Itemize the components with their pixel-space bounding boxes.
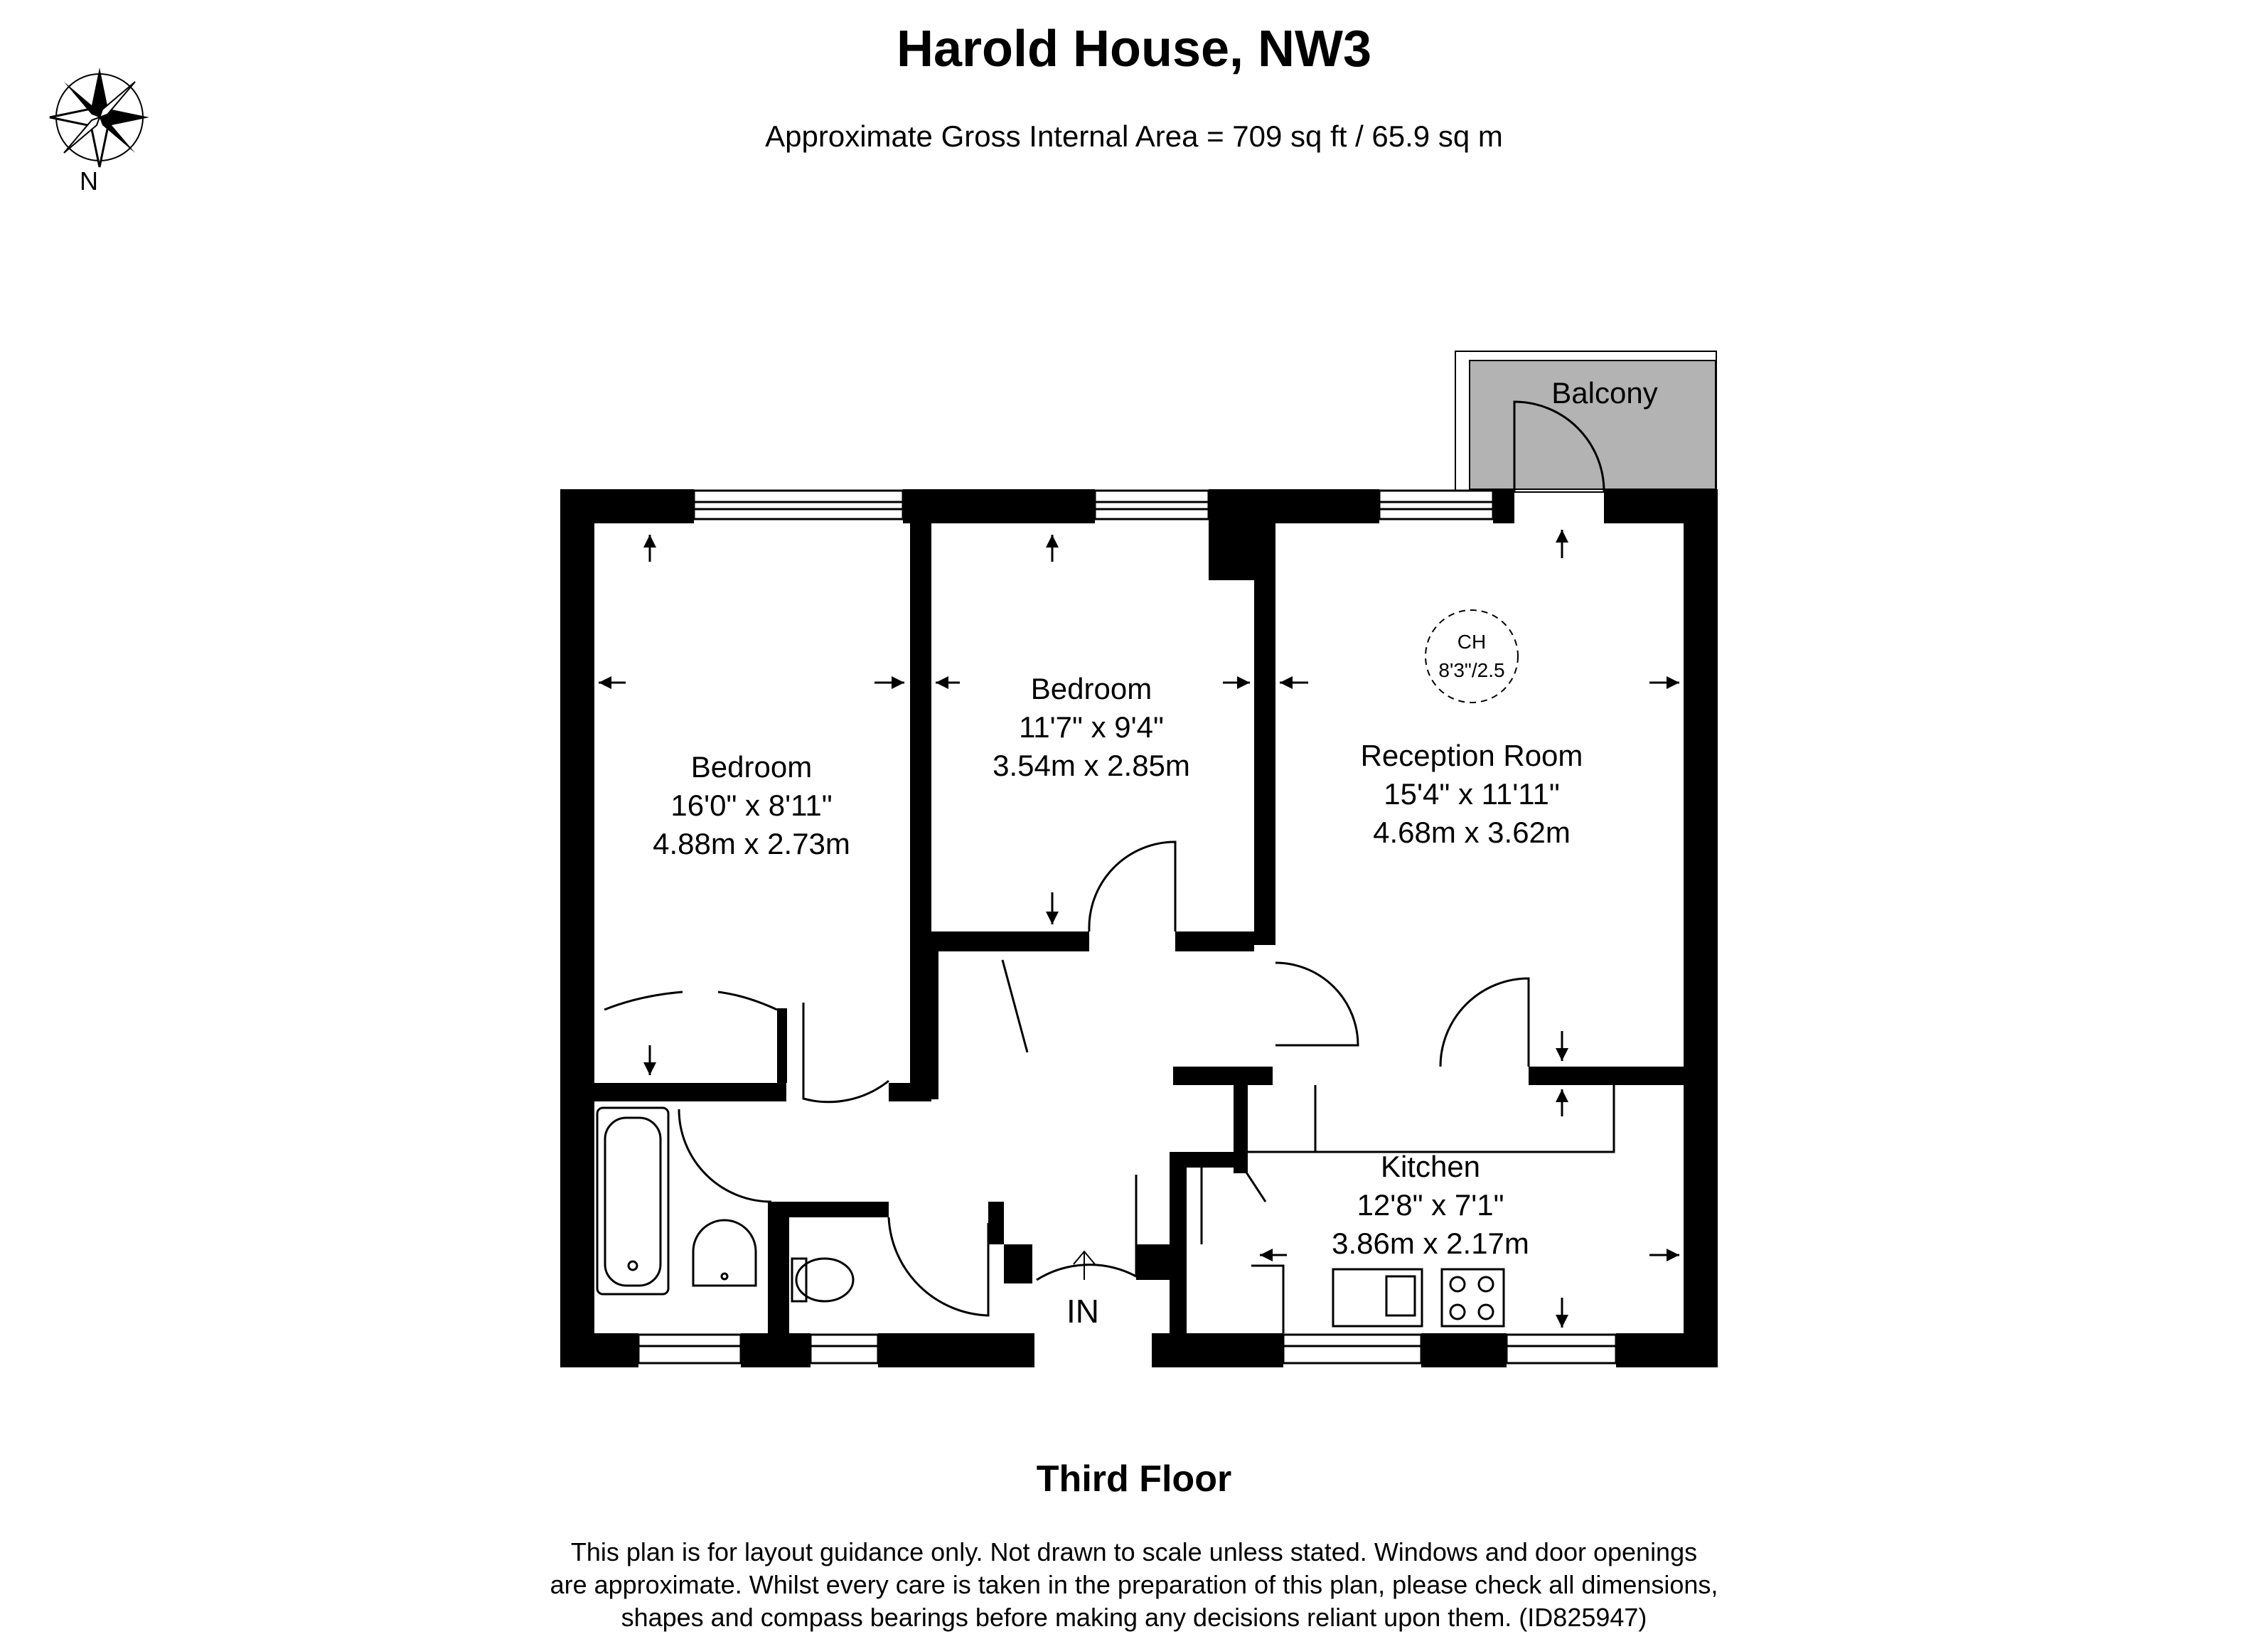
bedroom1-name: Bedroom <box>690 750 813 784</box>
ceiling-height-marker <box>1425 610 1518 703</box>
kitchen-imperial: 12'8" x 7'1" <box>1357 1188 1504 1222</box>
reception-metric: 4.68m x 3.62m <box>1373 816 1571 849</box>
kitchen-metric: 3.86m x 2.17m <box>1332 1227 1529 1260</box>
entrance-label: IN <box>1066 1293 1099 1330</box>
reception-name: Reception Room <box>1360 739 1583 772</box>
disclaimer-line: shapes and compass bearings before making any decisions reliant upon them. (ID825947) <box>621 1603 1647 1632</box>
bedroom2-name: Bedroom <box>1030 672 1152 705</box>
balcony-label: Balcony <box>1551 376 1658 410</box>
ceiling-height-label: CH <box>1457 631 1487 653</box>
balcony <box>1455 351 1716 492</box>
floor-label: Third Floor <box>1036 1458 1232 1500</box>
bedroom2-imperial: 11'7" x 9'4" <box>1019 710 1164 744</box>
room-labels <box>653 672 1583 1260</box>
compass-north-label: N <box>80 166 98 196</box>
plan-title: Harold House, NW3 <box>896 21 1372 78</box>
ceiling-height-value: 8'3"/2.5 <box>1438 659 1505 681</box>
gross-area-text: Approximate Gross Internal Area = 709 sq ft / 65.9 sq m <box>765 119 1503 153</box>
kitchen-name: Kitchen <box>1380 1150 1481 1183</box>
bedroom2-metric: 3.54m x 2.85m <box>993 749 1190 782</box>
disclaimer-line: This plan is for layout guidance only. Not drawn to scale unless stated. Windows and door openings <box>570 1537 1698 1566</box>
dimension-arrows <box>599 530 1679 1328</box>
walls <box>560 489 1718 1367</box>
bedroom1-imperial: 16'0" x 8'11" <box>670 789 833 822</box>
bedroom1-metric: 4.88m x 2.73m <box>653 827 850 860</box>
reception-imperial: 15'4" x 11'11" <box>1384 777 1560 811</box>
entrance-marker <box>1066 1251 1099 1330</box>
disclaimer-line: are approximate. Whilst every care is taken in the preparation of this plan, please check all dimensions, <box>550 1570 1718 1599</box>
disclaimer <box>0 1536 2268 1634</box>
compass-rose-icon <box>50 68 149 196</box>
